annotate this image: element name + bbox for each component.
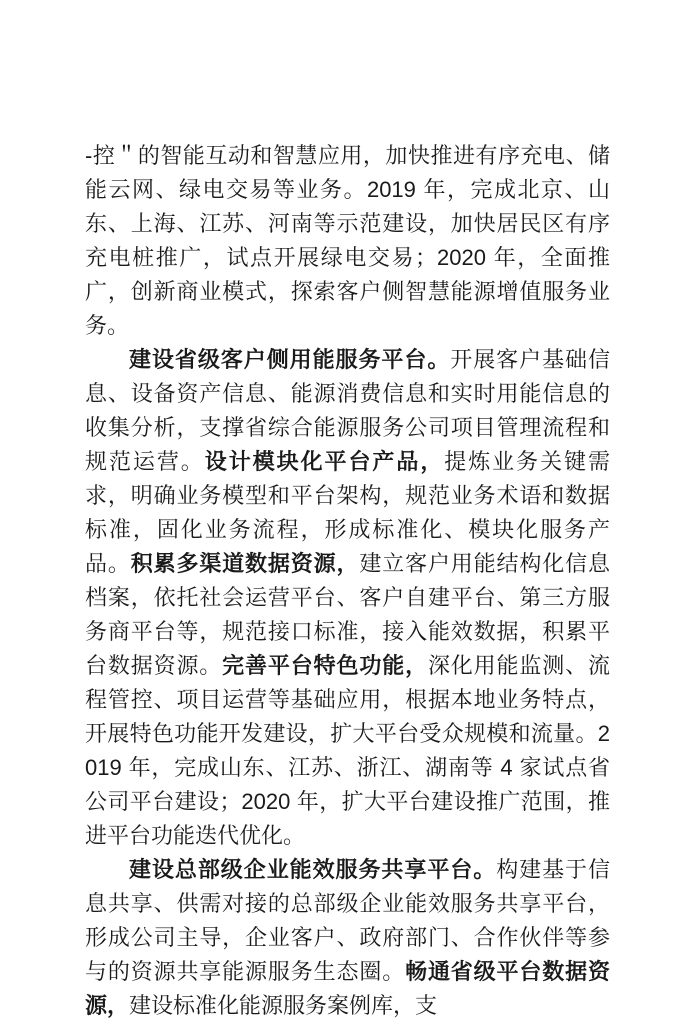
- text-run: 深化用能监测、流程管控、项目运营等基础应用，根据本地业务特点，开展特色功能开发建设，扩大平台受众规模和流量。2019 年，完成山东、江苏、浙江、湖南等 4 家试点省公司平台建设；2020 年，扩大平台建设推广范围，推进平台功能迭代优化。: [85, 653, 610, 848]
- bold-text-run: 完善平台特色功能，: [222, 653, 428, 678]
- paragraph-hq-platform: [85, 853, 610, 1023]
- paragraph-provincial-platform: [85, 343, 610, 853]
- bold-text-run: 积累多渠道数据资源，: [130, 551, 360, 576]
- text-run: 构建基于信息共享、供需对接的总部级企业能效服务共享平台，形成公司主导，企业客户、政府部门、合作伙伴等参与的资源共享能源服务生态圈。: [85, 857, 610, 984]
- text-run: 提炼业务关键需求，明确业务模型和平台架构，规范业务术语和数据标准，固化业务流程，形成标准化、模块化服务产品。: [85, 449, 610, 576]
- text-run: 建立客户用能结构化信息档案，依托社会运营平台、客户自建平台、第三方服务商平台等，规范接口标准，接入能效数据，积累平台数据资源。: [85, 551, 610, 678]
- bold-text-run: 建设省级客户侧用能服务平台。: [129, 347, 451, 372]
- bold-text-run: 建设总部级企业能效服务共享平台。: [129, 857, 497, 882]
- bold-text-run: 畅通省级平台数据资源，: [85, 959, 610, 1018]
- paragraph-continuation: [85, 139, 610, 343]
- text-run: 开展客户基础信息、设备资产信息、能源消费信息和实时用能信息的收集分析，支撑省综合能源服务公司项目管理流程和规范运营。: [85, 347, 610, 474]
- text-run: -控＂的智能互动和智慧应用，加快推进有序充电、储能云网、绿电交易等业务。2019 年，完成北京、山东、上海、江苏、河南等示范建设，加快居民区有序充电桩推广，试点开展绿电交易；2020 年，全面推广，创新商业模式，探索客户侧智慧能源增值服务业务。: [85, 143, 610, 338]
- bold-text-run: 设计模块化平台产品，: [204, 449, 445, 474]
- text-run: 建设标准化能源服务案例库，支: [129, 993, 438, 1018]
